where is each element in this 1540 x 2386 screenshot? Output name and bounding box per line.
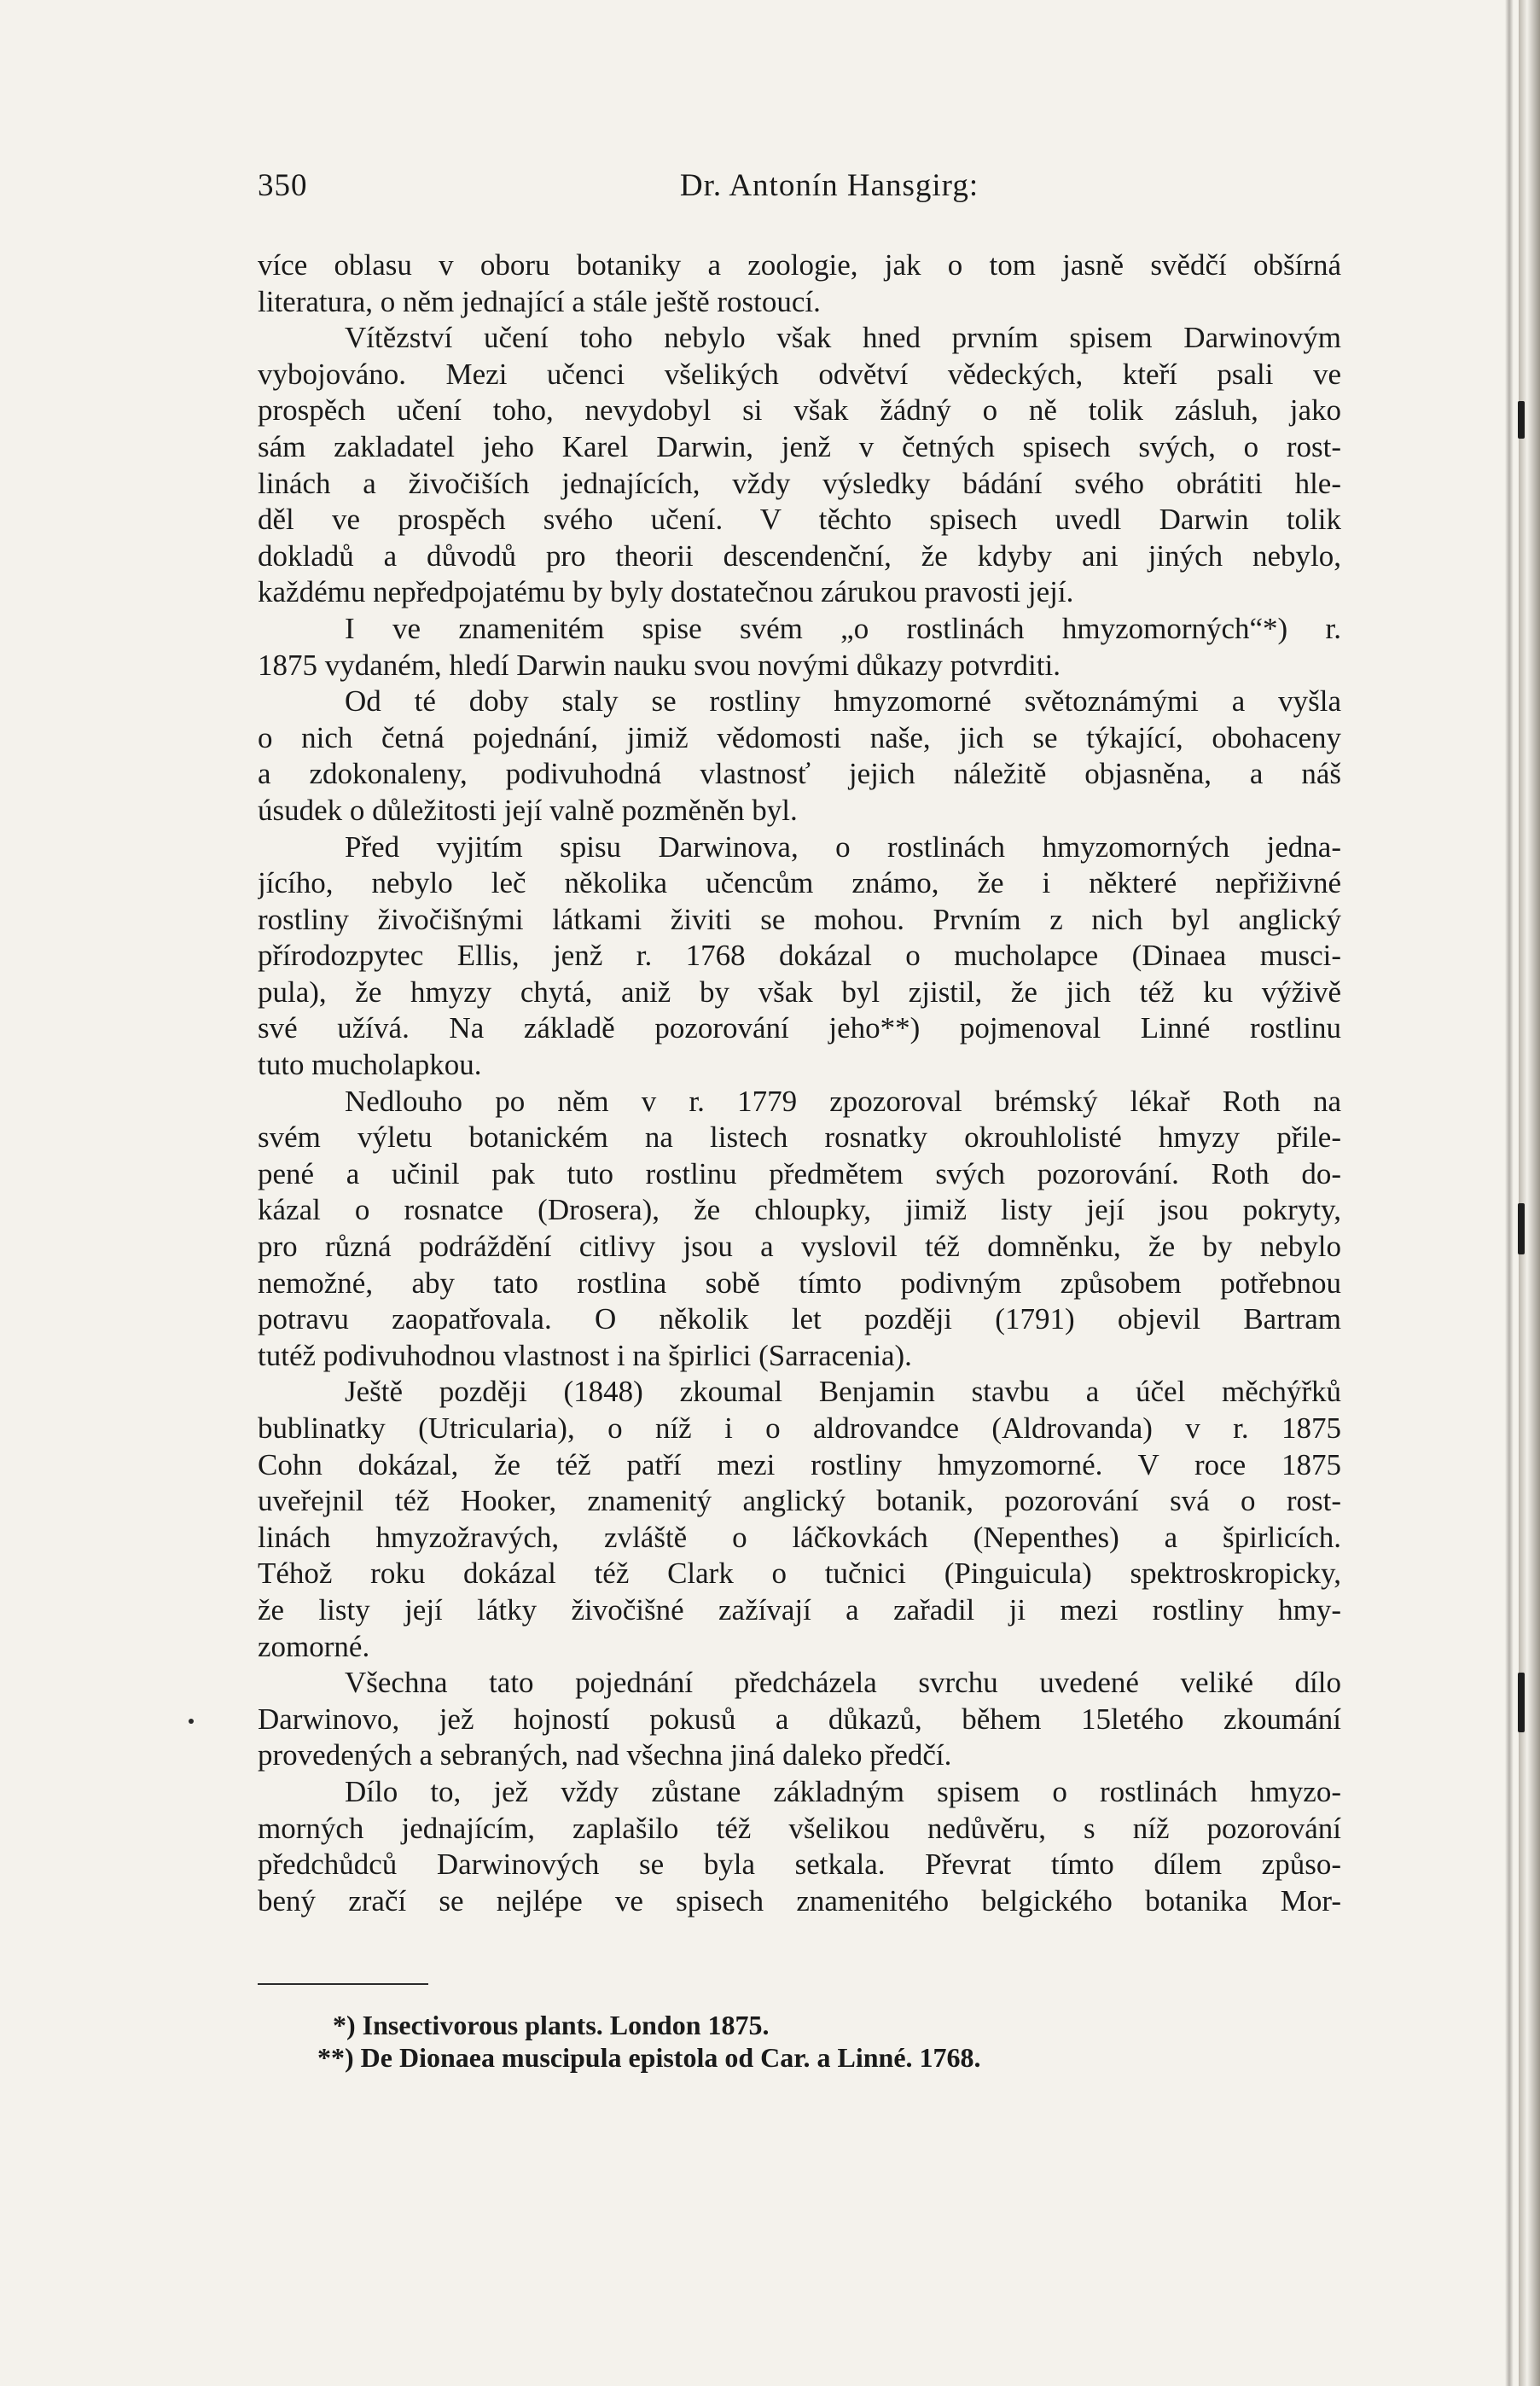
text-line: přírodozpytec Ellis, jenž r. 1768 dokázal o mucholapce (Dinaea musci- xyxy=(258,939,1341,973)
text-line: bený zračí se nejlépe ve spisech znamenitého belgického botanika Mor- xyxy=(258,1883,1341,1918)
edge-mark xyxy=(1518,1203,1525,1254)
text-line: literatura, o něm jednající a stále ještě rostoucí. xyxy=(258,284,821,318)
text-line: pula), že hmyzy chytá, aniž by však byl zjistil, že jich též ku výživě xyxy=(258,975,1341,1009)
margin-dot xyxy=(189,1719,194,1724)
text-line: tutéž podivuhodnou vlastnost i na špirlici (Sarracenia). xyxy=(258,1338,912,1372)
text-line: Ještě později (1848) zkoumal Benjamin stavbu a účel měchýřků xyxy=(345,1375,1341,1409)
text-line: Všechna tato pojednání předcházela svrchu uvedené veliké dílo xyxy=(345,1666,1341,1700)
text-line: rostliny živočišnými látkami živiti se mohou. Prvním z nich byl anglický xyxy=(258,902,1341,936)
text-line: 1875 vydaném, hledí Darwin nauku svou novými důkazy potvrditi. xyxy=(258,648,1061,682)
text-line: že listy její látky živočišné zažívají a zařadil ji mezi rostliny hmy- xyxy=(258,1592,1341,1627)
text-line: prospěch učení toho, nevydobyl si však žádný o ně tolik zásluh, jako xyxy=(258,393,1341,428)
text-line: bublinatky (Utricularia), o níž i o aldrovandce (Aldrovanda) v r. 1875 xyxy=(258,1411,1341,1445)
text-line: nemožné, aby tato rostlina sobě tímto podivným způsobem potřebnou xyxy=(258,1266,1341,1300)
binding-shadow xyxy=(1505,0,1514,2386)
footnotes xyxy=(317,2009,1314,2074)
text-line: Cohn dokázal, že též patří mezi rostliny hmyzomorné. V roce 1875 xyxy=(258,1447,1341,1481)
text-line: každému nepředpojatému by byly dostatečnou zárukou pravosti její. xyxy=(258,575,1074,609)
text-line: pené a učinil pak tuto rostlinu předmětem svých pozorování. Roth do- xyxy=(258,1156,1341,1190)
page-header xyxy=(258,167,1341,218)
edge-mark xyxy=(1518,401,1525,439)
text-line: svém výletu botanickém na listech rosnatky okrouhlolisté hmyzy přile- xyxy=(258,1120,1341,1155)
text-line: Před vyjitím spisu Darwinova, o rostlinách hmyzomorných jedna- xyxy=(345,829,1341,864)
text-line: sám zakladatel jeho Karel Darwin, jenž v četných spisech svých, o rost- xyxy=(258,429,1341,463)
text-line: Dílo to, jež vždy zůstane základným spisem o rostlinách hmyzo- xyxy=(345,1774,1341,1808)
text-line: morných jednajícím, zaplašilo též všelikou nedůvěru, s níž pozorování xyxy=(258,1811,1341,1845)
text-line: děl ve prospěch svého učení. V těchto spisech uvedl Darwin tolik xyxy=(258,503,1341,537)
text-line: uveřejnil též Hooker, znamenitý anglický botanik, pozorování svá o rost- xyxy=(258,1484,1341,1518)
text-line: své užívá. Na základě pozorování jeho**) pojmenoval Linné rostlinu xyxy=(258,1011,1341,1045)
text-line: Téhož roku dokázal též Clark o tučnici (Pinguicula) spektroskropicky, xyxy=(258,1557,1341,1591)
text-line: úsudek o důležitosti její valně pozměněn byl. xyxy=(258,793,798,827)
text-line: a zdokonaleny, podivuhodná vlastnosť jejich náležitě objasněna, a náš xyxy=(258,757,1341,791)
text-line: tuto mucholapkou. xyxy=(258,1048,482,1082)
text-line: linách hmyzožravých, zvláště o láčkovkách (Nepenthes) a špirlicích. xyxy=(258,1520,1341,1554)
text-line: o nich četná pojednání, jimiž vědomosti naše, jich se týkající, obohaceny xyxy=(258,720,1341,754)
text-line: jícího, nebylo leč několika učencům známo, že i některé nepřiživné xyxy=(258,866,1341,900)
text-line: více oblasu v oboru botaniky a zoologie, jak o tom jasně svědčí obšírná xyxy=(258,248,1341,282)
text-line: Vítězství učení toho nebylo však hned prvním spisem Darwinovým xyxy=(345,321,1341,355)
text-line: provedených a sebraných, nad všechna jiná daleko předčí. xyxy=(258,1738,952,1772)
text-line: kázal o rosnatce (Drosera), že chloupky, jimiž listy její jsou pokryty, xyxy=(258,1193,1341,1227)
edge-mark xyxy=(1518,1673,1525,1732)
footnote-rule xyxy=(258,1983,428,1985)
text-line: linách a živočiších jednajících, vždy výsledky bádání svého obrátiti hle- xyxy=(258,466,1341,500)
page-number: 350 xyxy=(258,168,308,203)
text-line: vybojováno. Mezi učenci všelikých odvětví vědeckých, kteří psali ve xyxy=(258,357,1341,391)
running-title: Dr. Antonín Hansgirg: xyxy=(679,168,979,203)
text-line: Darwinovo, jež hojností pokusů a důkazů, během 15letého zkoumání xyxy=(258,1702,1341,1736)
text-line: předchůdců Darwinových se byla setkala. Převrat tímto dílem způso- xyxy=(258,1848,1341,1882)
text-line: dokladů a důvodů pro theorii descendenční, že kdyby ani jiných nebylo, xyxy=(258,538,1341,573)
text-line: pro různá podráždění citlivy jsou a vyslovil též domněnku, že by nebylo xyxy=(258,1230,1341,1264)
text-line: I ve znamenitém spise svém „o rostlinách hmyzomorných“*) r. xyxy=(345,611,1341,645)
text-line: zomorné. xyxy=(258,1629,370,1663)
body-text xyxy=(258,247,1341,1919)
text-line: Nedlouho po něm v r. 1779 zpozoroval brémský lékař Roth na xyxy=(345,1084,1341,1118)
footnote-1: *) Insectivorous plants. London 1875. xyxy=(333,2010,770,2040)
text-line: potravu zaopatřovala. O několik let později (1791) objevil Bartram xyxy=(258,1302,1341,1336)
page-edge xyxy=(1519,0,1540,2386)
footnote-2: **) De Dionaea muscipula epistola od Car. a Linné. 1768. xyxy=(317,2042,981,2073)
text-line: Od té doby staly se rostliny hmyzomorné světoznámými a vyšla xyxy=(345,684,1341,719)
